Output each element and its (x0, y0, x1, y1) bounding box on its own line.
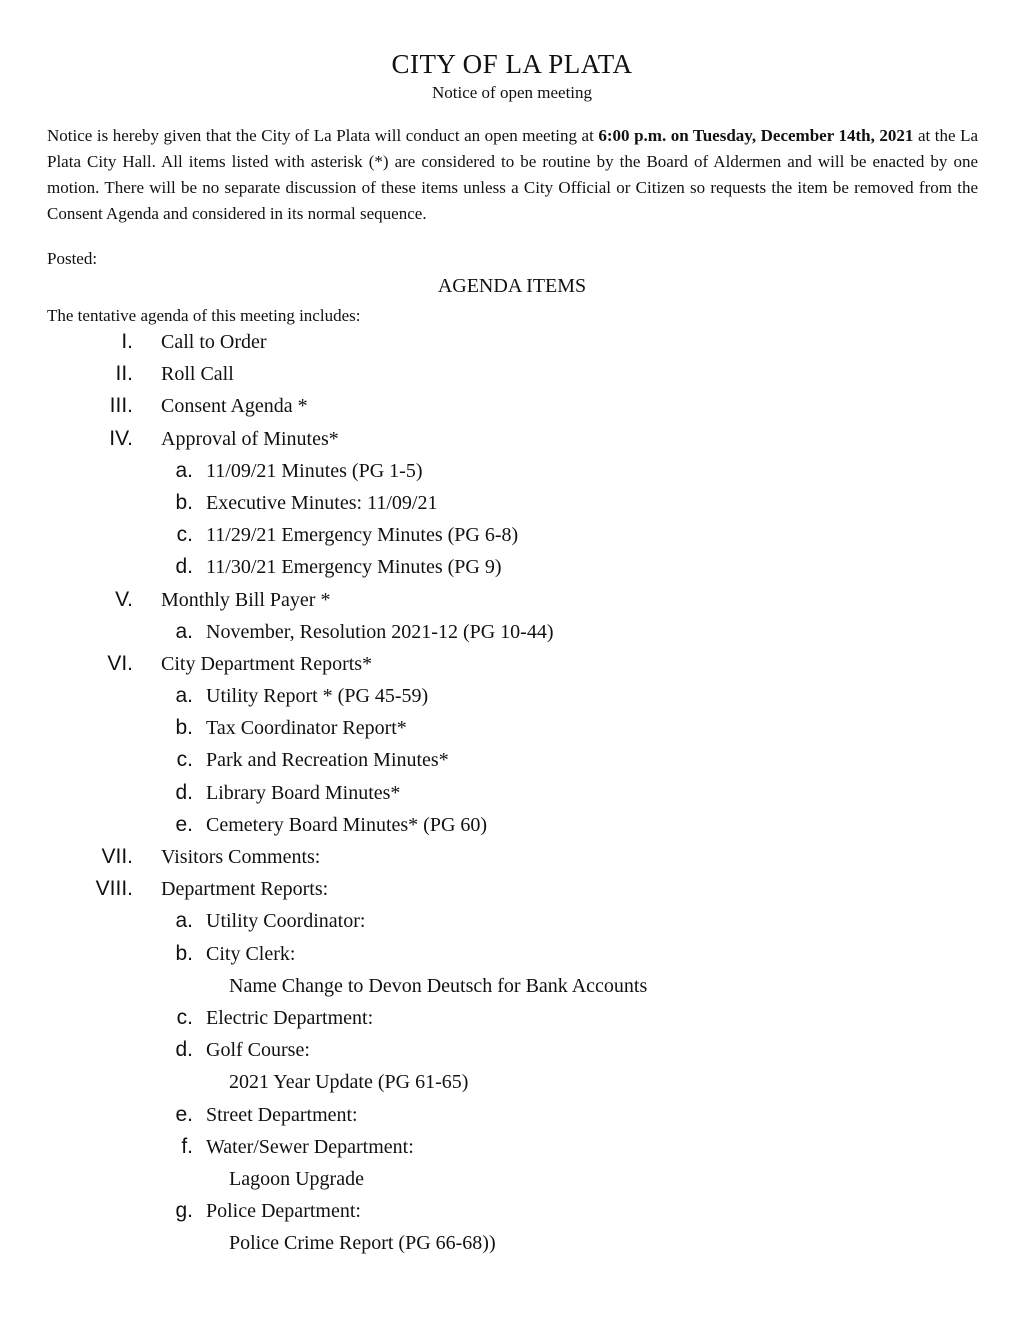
subitem-letter: d. (175, 780, 193, 804)
agenda-subitem (0, 779, 1024, 811)
item-number: V. (115, 587, 133, 611)
section-title: AGENDA ITEMS (437, 275, 587, 297)
agenda-item (0, 360, 1024, 392)
agenda-subitem (0, 746, 1024, 778)
agenda-detail (0, 972, 1024, 1004)
subitem-text: Golf Course: (206, 1039, 310, 1062)
subitem-text: Water/Sewer Department: (206, 1135, 414, 1158)
subitem-text: 11/30/21 Emergency Minutes (PG 9) (206, 556, 502, 579)
detail-text: Lagoon Upgrade (229, 1167, 364, 1190)
notice-paragraph (47, 123, 978, 227)
detail-text: Police Crime Report (PG 66-68)) (229, 1232, 496, 1255)
subitem-text: Utility Coordinator: (206, 910, 366, 933)
item-text: Approval of Minutes* (161, 427, 339, 450)
subitem-letter: c. (176, 523, 193, 547)
item-number: IV. (109, 426, 133, 450)
detail-text: 2021 Year Update (PG 61-65) (229, 1071, 469, 1094)
agenda-item (0, 650, 1024, 682)
subitem-text: Park and Recreation Minutes* (206, 749, 449, 772)
item-text: Monthly Bill Payer * (161, 588, 331, 611)
agenda-subitem (0, 457, 1024, 489)
item-number: VIII. (95, 877, 133, 901)
item-number: II. (115, 362, 133, 386)
agenda-subitem (0, 1004, 1024, 1036)
subitem-letter: a. (175, 909, 193, 933)
item-text: Department Reports: (161, 878, 329, 901)
subitem-text: November, Resolution 2021-12 (PG 10-44) (206, 620, 554, 643)
agenda-subitem (0, 489, 1024, 521)
subitem-text: 11/29/21 Emergency Minutes (PG 6-8) (206, 524, 519, 547)
agenda-item (0, 843, 1024, 875)
item-number: I. (121, 330, 133, 353)
posted-label: Posted: (47, 249, 98, 268)
agenda-subitem (0, 714, 1024, 746)
agenda-list (0, 328, 1024, 1261)
agenda-intro: The tentative agenda of this meeting includes: (47, 306, 361, 325)
subitem-letter: a. (175, 458, 193, 482)
agenda-item (0, 392, 1024, 424)
subitem-text: Cemetery Board Minutes* (PG 60) (206, 813, 488, 836)
agenda-item (0, 875, 1024, 907)
agenda-detail (0, 1068, 1024, 1100)
agenda-subitem (0, 1036, 1024, 1068)
subitem-letter: e. (175, 812, 193, 836)
subitem-text: Tax Coordinator Report* (206, 717, 407, 740)
agenda-subitem (0, 1101, 1024, 1133)
subitem-letter: c. (176, 1005, 193, 1029)
subitem-text: Executive Minutes: 11/09/21 (206, 491, 438, 514)
item-text: Consent Agenda * (161, 395, 308, 418)
notice-text-2: at the La Plata City Hall. All items listed with asterisk (*) are considered to be routine by the Board of Aldermen and will be enacted by one motion. There will be no separate discussion of these items unless a City Official or Citizen so requests the item be removed from the Consent Agenda and considered in its normal sequence. (47, 126, 979, 223)
agenda-item (0, 586, 1024, 618)
subitem-letter: g. (175, 1199, 193, 1223)
subitem-text: Utility Report * (PG 45-59) (206, 685, 429, 708)
subitem-text: Electric Department: (206, 1006, 374, 1029)
notice-text-1: Notice is hereby given that the City of La Plata will conduct an open meeting at (47, 126, 599, 145)
subitem-letter: b. (175, 716, 193, 740)
subitem-letter: b. (175, 941, 193, 965)
subitem-text: 11/09/21 Minutes (PG 1-5) (206, 459, 423, 482)
agenda-subitem (0, 553, 1024, 585)
subitem-text: City Clerk: (206, 942, 296, 965)
detail-text: Name Change to Devon Deutsch for Bank Accounts (229, 974, 648, 997)
subitem-text: Street Department: (206, 1103, 358, 1126)
item-number: III. (109, 394, 133, 418)
agenda-item (0, 328, 1024, 360)
agenda-subitem (0, 682, 1024, 714)
item-number: VII. (101, 845, 133, 868)
subitem-letter: b. (175, 490, 193, 514)
agenda-subitem (0, 1133, 1024, 1165)
subitem-letter: a. (175, 619, 193, 643)
subitem-letter: f. (181, 1134, 193, 1158)
subitem-letter: d. (175, 555, 193, 579)
item-text: Visitors Comments: (161, 846, 321, 868)
item-text: Call to Order (161, 331, 267, 353)
page-title: CITY OF LA PLATA (391, 49, 633, 79)
agenda-detail (0, 1229, 1024, 1261)
agenda-subitem (0, 940, 1024, 972)
page-subtitle: Notice of open meeting (431, 83, 593, 102)
item-text: City Department Reports* (161, 652, 373, 675)
agenda-subitem (0, 907, 1024, 939)
agenda-subitem (0, 811, 1024, 843)
subitem-letter: c. (176, 748, 193, 772)
agenda-subitem (0, 1197, 1024, 1229)
agenda-item (0, 425, 1024, 457)
notice-meeting-time: 6:00 p.m. on Tuesday, December 14th, 2021 (598, 126, 914, 145)
agenda-subitem (0, 618, 1024, 650)
agenda-detail (0, 1165, 1024, 1197)
subitem-text: Police Department: (206, 1200, 361, 1223)
subitem-letter: d. (175, 1038, 193, 1062)
subitem-letter: a. (175, 684, 193, 708)
item-text: Roll Call (161, 363, 234, 386)
subitem-letter: e. (175, 1102, 193, 1126)
item-number: VI. (107, 651, 133, 675)
agenda-subitem (0, 521, 1024, 553)
subitem-text: Library Board Minutes* (206, 781, 401, 804)
